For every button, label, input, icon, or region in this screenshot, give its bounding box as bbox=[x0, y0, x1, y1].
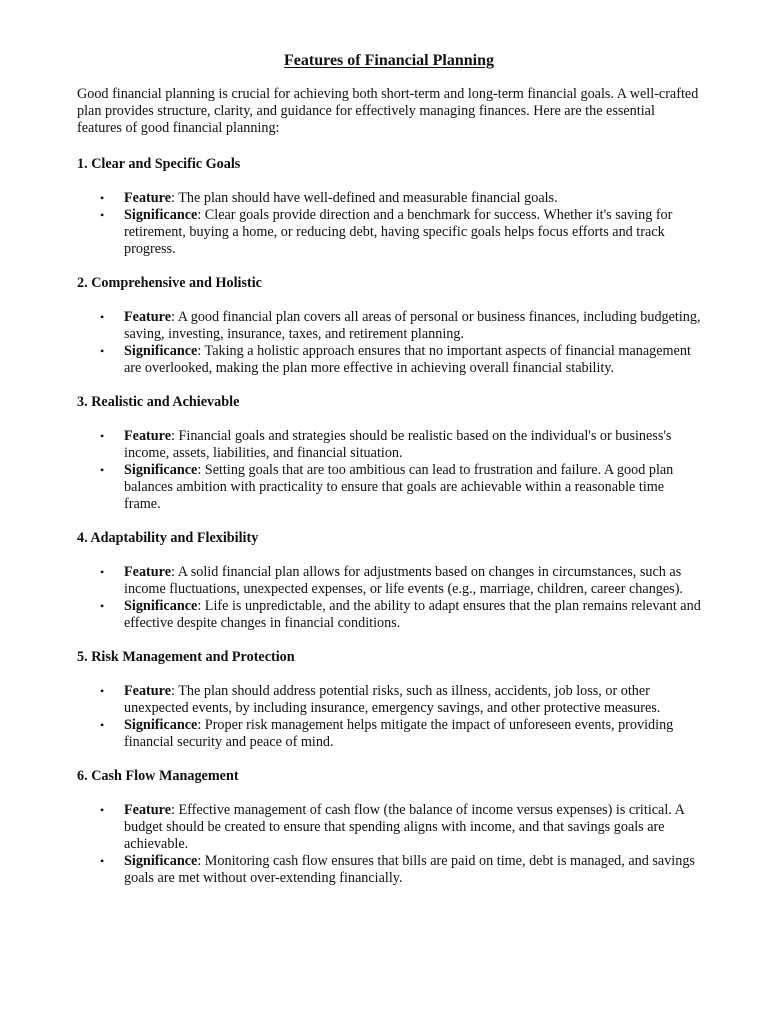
feature-item bbox=[77, 428, 701, 462]
section-points bbox=[77, 309, 701, 377]
feature-item bbox=[77, 190, 701, 207]
significance-label: Significance bbox=[124, 717, 198, 733]
section-4 bbox=[77, 530, 701, 632]
bullet-icon: • bbox=[100, 684, 105, 698]
significance-text: : Setting goals that are too ambitious can lead to frustration and failure. A good plan balances ambition with practicality to ensure that goals are achievable within a reasonable time frame. bbox=[124, 462, 674, 512]
significance-label: Significance bbox=[124, 462, 198, 478]
bullet-icon: • bbox=[100, 463, 105, 477]
significance-text: : Life is unpredictable, and the ability to adapt ensures that the plan remains relevant and effective despite changes in financial conditions. bbox=[124, 598, 701, 631]
section-1 bbox=[77, 156, 701, 258]
section-heading: 5. Risk Management and Protection bbox=[77, 649, 295, 665]
section-heading: 2. Comprehensive and Holistic bbox=[77, 275, 262, 291]
feature-label: Feature bbox=[124, 564, 172, 580]
feature-label: Feature bbox=[124, 428, 172, 444]
significance-text: : Taking a holistic approach ensures that no important aspects of financial management are overlooked, making the plan more effective in achieving overall financial stability. bbox=[124, 343, 691, 376]
feature-label: Feature bbox=[124, 190, 172, 206]
feature-item bbox=[77, 683, 701, 717]
feature-label: Feature bbox=[124, 683, 172, 699]
feature-text: : A solid financial plan allows for adjustments based on changes in circumstances, such as income fluctuations, unexpected expenses, or life events (e.g., marriage, children, career changes). bbox=[124, 564, 683, 597]
bullet-icon: • bbox=[100, 599, 105, 613]
significance-label: Significance bbox=[124, 343, 198, 359]
section-points bbox=[77, 683, 701, 751]
feature-text: : Effective management of cash flow (the balance of income versus expenses) is critical. A budget should be created to ensure that spending aligns with income, and that savings goals are achievable. bbox=[124, 802, 685, 852]
intro-paragraph: Good financial planning is crucial for achieving both short-term and long-term financial goals. A well-crafted plan provides structure, clarity, and guidance for effectively managing finances. Here are the essential features of good financial planning: bbox=[77, 86, 699, 136]
bullet-icon: • bbox=[100, 191, 105, 205]
section-points bbox=[77, 428, 701, 513]
feature-text: : The plan should have well-defined and measurable financial goals. bbox=[171, 190, 558, 206]
bullet-icon: • bbox=[100, 565, 105, 579]
feature-item bbox=[77, 564, 701, 598]
section-heading: 4. Adaptability and Flexibility bbox=[77, 530, 259, 546]
document-page bbox=[77, 51, 701, 904]
section-heading: 1. Clear and Specific Goals bbox=[77, 156, 241, 172]
significance-item bbox=[77, 598, 701, 632]
significance-text: : Clear goals provide direction and a benchmark for success. Whether it's saving for retirement, buying a home, or reducing debt, having specific goals helps focus efforts and track progress. bbox=[124, 207, 673, 257]
section-heading: 3. Realistic and Achievable bbox=[77, 394, 240, 410]
bullet-icon: • bbox=[100, 718, 105, 732]
feature-text: : The plan should address potential risks, such as illness, accidents, job loss, or other unexpected events, by including insurance, emergency savings, and other protective measures. bbox=[124, 683, 661, 716]
significance-item bbox=[77, 717, 701, 751]
significance-text: : Proper risk management helps mitigate the impact of unforeseen events, providing financial security and peace of mind. bbox=[124, 717, 674, 750]
section-3 bbox=[77, 394, 701, 513]
section-5 bbox=[77, 649, 701, 751]
document-title: Features of Financial Planning bbox=[284, 52, 494, 69]
bullet-icon: • bbox=[100, 310, 105, 324]
section-heading: 6. Cash Flow Management bbox=[77, 768, 239, 784]
bullet-icon: • bbox=[100, 208, 105, 222]
significance-label: Significance bbox=[124, 598, 198, 614]
significance-text: : Monitoring cash flow ensures that bills are paid on time, debt is managed, and savings goals are met without over-extending financially. bbox=[124, 853, 695, 886]
feature-text: : A good financial plan covers all areas of personal or business finances, including budgeting, saving, investing, insurance, taxes, and retirement planning. bbox=[124, 309, 701, 342]
section-2 bbox=[77, 275, 701, 377]
significance-item bbox=[77, 207, 701, 258]
feature-item bbox=[77, 309, 701, 343]
significance-item bbox=[77, 853, 701, 887]
bullet-icon: • bbox=[100, 803, 105, 817]
significance-label: Significance bbox=[124, 853, 198, 869]
bullet-icon: • bbox=[100, 429, 105, 443]
feature-label: Feature bbox=[124, 309, 172, 325]
section-points bbox=[77, 564, 701, 632]
significance-item bbox=[77, 462, 701, 513]
feature-item bbox=[77, 802, 701, 853]
section-6 bbox=[77, 768, 701, 887]
section-points bbox=[77, 190, 701, 258]
bullet-icon: • bbox=[100, 344, 105, 358]
section-points bbox=[77, 802, 701, 887]
feature-label: Feature bbox=[124, 802, 172, 818]
bullet-icon: • bbox=[100, 854, 105, 868]
significance-item bbox=[77, 343, 701, 377]
feature-text: : Financial goals and strategies should be realistic based on the individual's or business's income, assets, liabilities, and financial situation. bbox=[124, 428, 672, 461]
significance-label: Significance bbox=[124, 207, 198, 223]
